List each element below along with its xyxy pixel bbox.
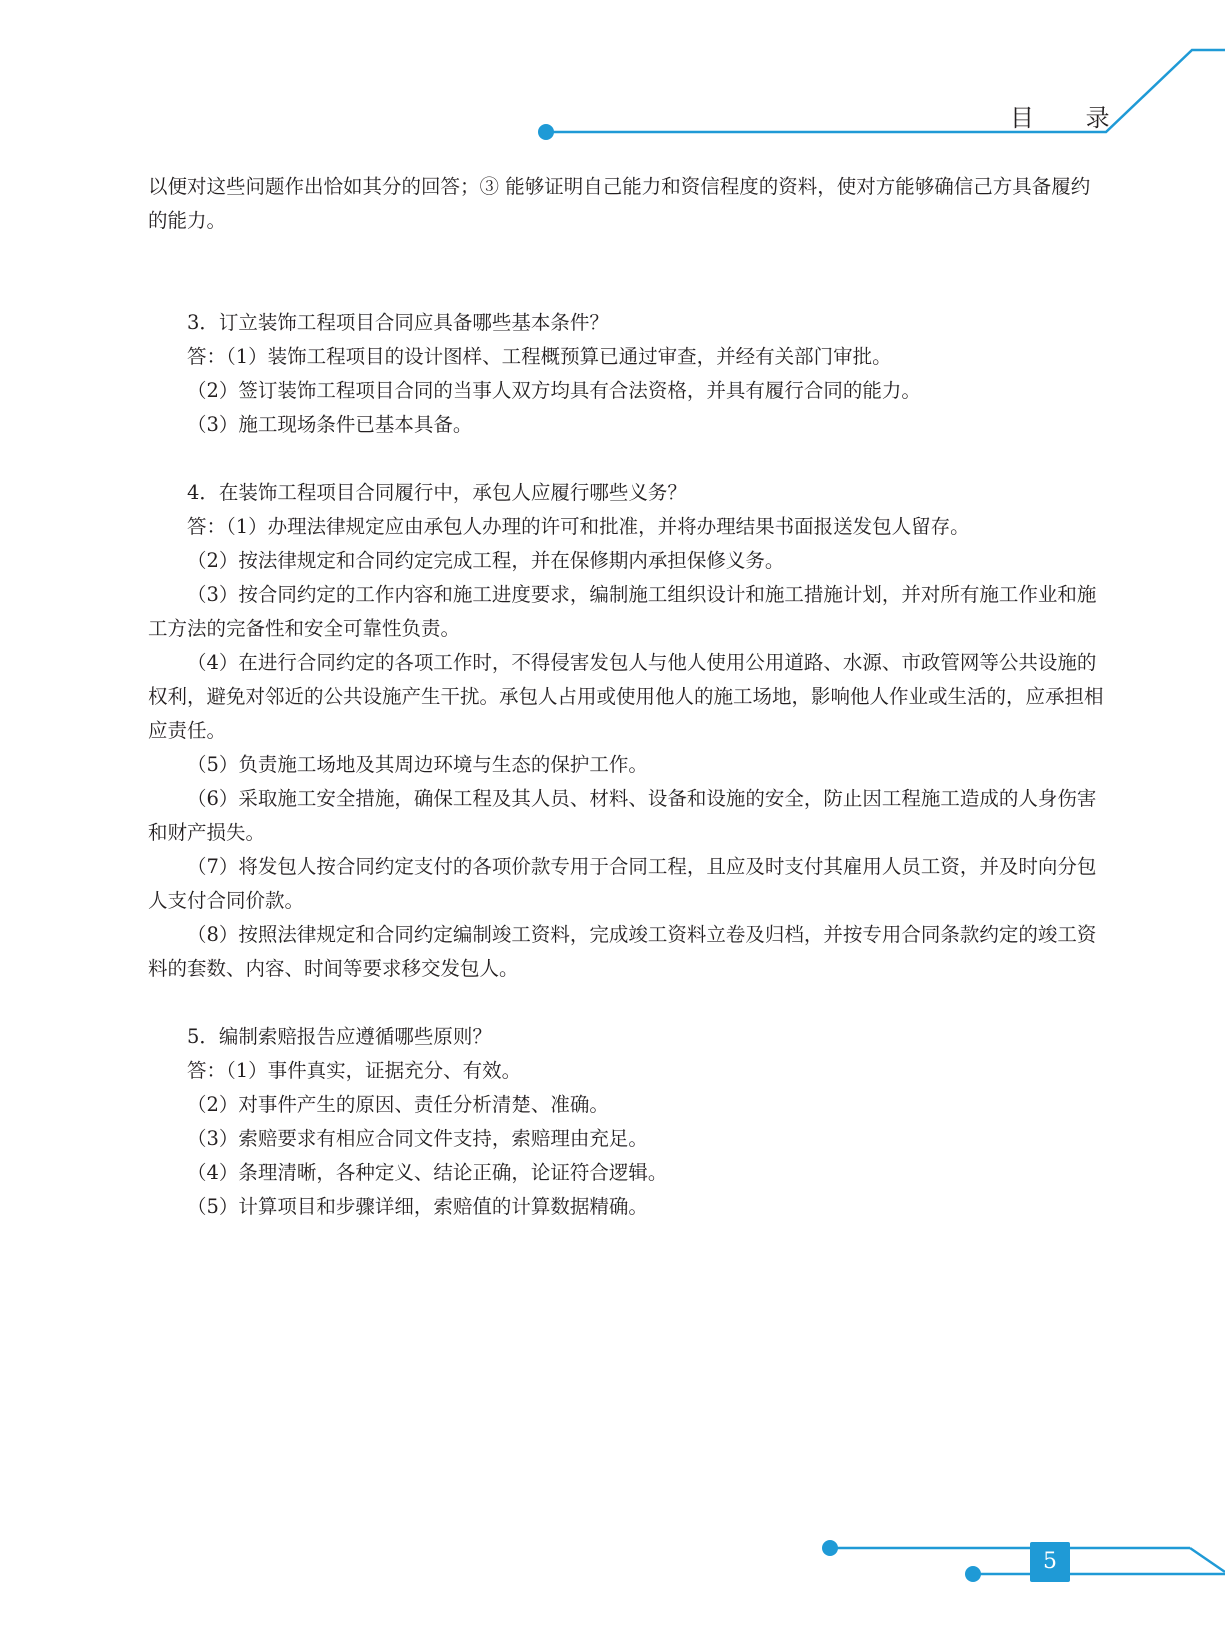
answer-4-8: （8）按照法律规定和合同约定编制竣工资料，完成竣工资料立卷及归档，并按专用合同条款约定的竣工资料的套数、内容、时间等要求移交发包人。 — [148, 923, 1097, 980]
answer-3-2: （2）签订装饰工程项目合同的当事人双方均具有合法资格，并具有履行合同的能力。 — [187, 379, 921, 402]
answer-3-1: 答：（1）装饰工程项目的设计图样、工程概预算已通过审查，并经有关部门审批。 — [187, 345, 892, 368]
answer-4-7: （7）将发包人按合同约定支付的各项价款专用于合同工程，且应及时支付其雇用人员工资，并及时向分包人支付合同价款。 — [148, 855, 1097, 912]
answer-4-4: （4）在进行合同约定的各项工作时，不得侵害发包人与他人使用公用道路、水源、市政管网等公共设施的权利，避免对邻近的公共设施产生干扰。承包人占用或使用他人的施工场地，影响他人作业或生活的，应承担相应责任。 — [148, 651, 1104, 742]
answer-5-5: （5）计算项目和步骤详细，索赔值的计算数据精确。 — [187, 1195, 648, 1218]
answer-4-6: （6）采取施工安全措施，确保工程及其人员、材料、设备和设施的安全，防止因工程施工造成的人身伤害和财产损失。 — [148, 787, 1097, 844]
answer-5-1: 答：（1）事件真实，证据充分、有效。 — [187, 1059, 522, 1082]
page-number: 5 — [1030, 1542, 1070, 1582]
answer-5-3: （3）索赔要求有相应合同文件支持，索赔理由充足。 — [187, 1127, 648, 1150]
answer-3-3: （3）施工现场条件已基本具备。 — [187, 413, 473, 436]
footer-decoration — [0, 1520, 1225, 1650]
continuation-paragraph: 以便对这些问题作出恰如其分的回答；③ 能够证明自己能力和资信程度的资料，使对方能够确信己方具备履约的能力。 — [148, 175, 1091, 232]
question-4: 4．在装饰工程项目合同履行中，承包人应履行哪些义务？ — [187, 481, 687, 504]
answer-4-5: （5）负责施工场地及其周边环境与生态的保护工作。 — [187, 753, 648, 776]
page-content — [148, 170, 1106, 1224]
footer-line-diagonal — [1190, 1548, 1225, 1572]
header-title: 目 录 — [1010, 104, 1132, 132]
answer-5-4: （4）条理清晰，各种定义、结论正确，论证符合逻辑。 — [187, 1161, 668, 1184]
question-3: 3．订立装饰工程项目合同应具备哪些基本条件？ — [187, 311, 609, 334]
question-5: 5．编制索赔报告应遵循哪些原则？ — [187, 1025, 492, 1048]
answer-4-3: （3）按合同约定的工作内容和施工进度要求，编制施工组织设计和施工措施计划，并对所有施工作业和施工方法的完备性和安全可靠性负责。 — [148, 583, 1097, 640]
answer-4-2: （2）按法律规定和合同约定完成工程，并在保修期内承担保修义务。 — [187, 549, 785, 572]
answer-5-2: （2）对事件产生的原因、责任分析清楚、准确。 — [187, 1093, 609, 1116]
answer-4-1: 答：（1）办理法律规定应由承包人办理的许可和批准，并将办理结果书面报送发包人留存。 — [187, 515, 970, 538]
